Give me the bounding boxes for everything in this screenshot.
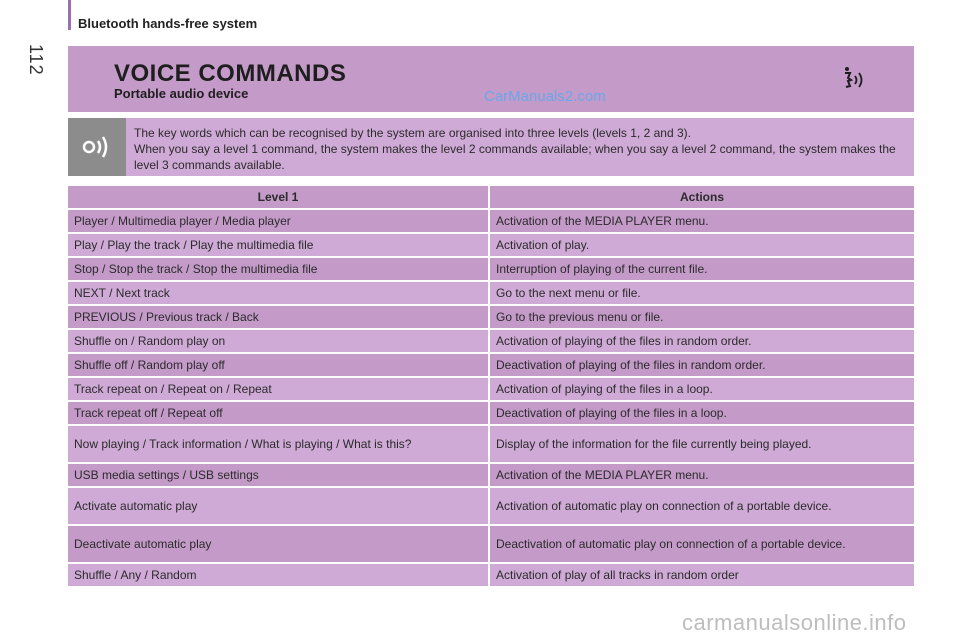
- action-cell: Deactivation of playing of the files in random order.: [490, 354, 914, 376]
- action-cell: Activation of play.: [490, 234, 914, 256]
- table-row: [68, 526, 914, 562]
- command-cell: Player / Multimedia player / Media player: [68, 210, 490, 232]
- table-row: [68, 234, 914, 256]
- site-watermark: CarManuals2.com: [484, 88, 606, 105]
- table-row: [68, 464, 914, 486]
- action-cell: Activation of playing of the files in a loop.: [490, 378, 914, 400]
- action-cell: Activation of the MEDIA PLAYER menu.: [490, 464, 914, 486]
- page-subtitle: Portable audio device: [114, 86, 249, 101]
- column-header-level-1: Level 1: [68, 186, 490, 208]
- action-cell: Deactivation of automatic play on connection of a portable device.: [490, 526, 914, 562]
- section-title: Bluetooth hands-free system: [78, 16, 258, 31]
- action-cell: Activation of the MEDIA PLAYER menu.: [490, 210, 914, 232]
- table-row: [68, 564, 914, 586]
- audio-icon-box: [68, 118, 126, 176]
- table-row: [68, 306, 914, 328]
- voice-command-icon: [840, 64, 868, 94]
- command-cell: Shuffle off / Random play off: [68, 354, 490, 376]
- action-cell: Activation of play of all tracks in random order: [490, 564, 914, 586]
- command-cell: Shuffle / Any / Random: [68, 564, 490, 586]
- page-title: VOICE COMMANDS: [114, 60, 347, 87]
- command-cell: Stop / Stop the track / Stop the multimedia file: [68, 258, 490, 280]
- action-cell: Display of the information for the file currently being played.: [490, 426, 914, 462]
- command-cell: Activate automatic play: [68, 488, 490, 524]
- table-row: [68, 488, 914, 524]
- audio-speaker-icon: [80, 134, 114, 160]
- command-cell: Now playing / Track information / What is playing / What is this?: [68, 426, 490, 462]
- command-cell: NEXT / Next track: [68, 282, 490, 304]
- table-row: [68, 378, 914, 400]
- command-cell: Deactivate automatic play: [68, 526, 490, 562]
- table-row: [68, 402, 914, 424]
- command-cell: Track repeat on / Repeat on / Repeat: [68, 378, 490, 400]
- table-row: [68, 426, 914, 462]
- title-banner: [68, 46, 914, 112]
- page-number: 112: [26, 44, 46, 76]
- action-cell: Interruption of playing of the current file.: [490, 258, 914, 280]
- intro-line-1: The key words which can be recognised by the system are organised into three levels (levels 1, 2 and 3).: [134, 126, 691, 140]
- intro-panel: [68, 118, 914, 176]
- table-row: [68, 354, 914, 376]
- action-cell: Go to the previous menu or file.: [490, 306, 914, 328]
- table-row: [68, 258, 914, 280]
- action-cell: Activation of automatic play on connection of a portable device.: [490, 488, 914, 524]
- action-cell: Go to the next menu or file.: [490, 282, 914, 304]
- intro-line-2: When you say a level 1 command, the system makes the level 2 commands available; when you say a level 2 command, the system makes the level 3 commands available.: [134, 142, 896, 172]
- command-cell: PREVIOUS / Previous track / Back: [68, 306, 490, 328]
- section-marker-bar: [68, 0, 71, 30]
- command-cell: Shuffle on / Random play on: [68, 330, 490, 352]
- action-cell: Deactivation of playing of the files in a loop.: [490, 402, 914, 424]
- footer-watermark: carmanualsonline.info: [682, 610, 907, 635]
- table-row: [68, 282, 914, 304]
- table-row: [68, 210, 914, 232]
- table-row: [68, 330, 914, 352]
- action-cell: Activation of playing of the files in random order.: [490, 330, 914, 352]
- command-cell: USB media settings / USB settings: [68, 464, 490, 486]
- intro-text: [134, 125, 904, 173]
- command-cell: Play / Play the track / Play the multimedia file: [68, 234, 490, 256]
- command-cell: Track repeat off / Repeat off: [68, 402, 490, 424]
- table-header-row: [68, 186, 914, 208]
- voice-commands-table: [68, 184, 914, 588]
- column-header-actions: Actions: [490, 186, 914, 208]
